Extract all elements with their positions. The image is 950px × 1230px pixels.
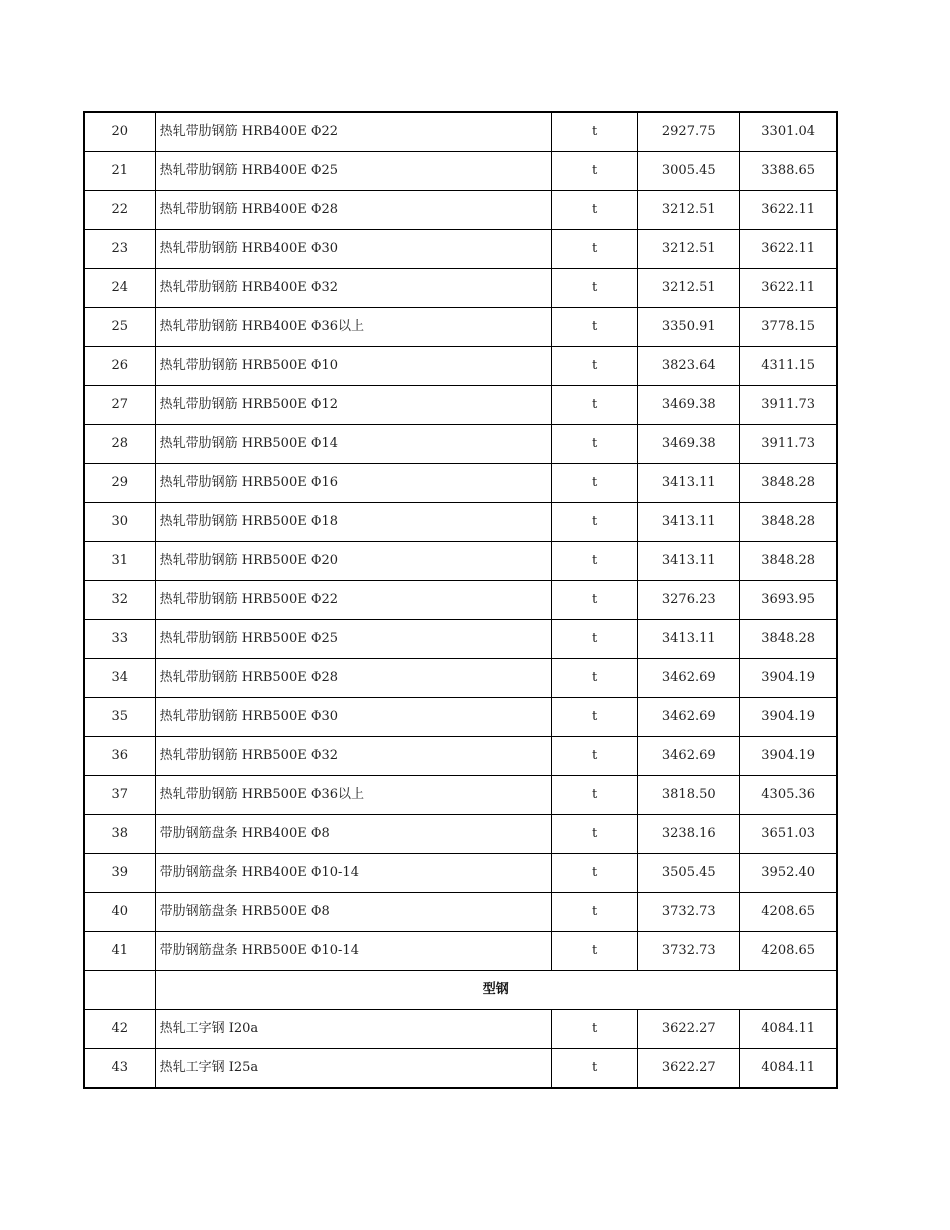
price-incl-tax-cell: 3904.19 bbox=[740, 737, 837, 776]
material-name-cell: 带肋钢筋盘条 HRB400E Φ10-14 bbox=[155, 854, 552, 893]
material-name-cell: 热轧带肋钢筋 HRB500E Φ20 bbox=[155, 542, 552, 581]
material-name-cell: 热轧带肋钢筋 HRB400E Φ32 bbox=[155, 269, 552, 308]
price-incl-tax-cell: 3651.03 bbox=[740, 815, 837, 854]
table-row bbox=[84, 152, 837, 191]
table-row bbox=[84, 893, 837, 932]
row-number-cell: 38 bbox=[84, 815, 155, 854]
unit-cell: t bbox=[552, 191, 638, 230]
price-incl-tax-cell: 3911.73 bbox=[740, 386, 837, 425]
price-excl-tax-cell: 3413.11 bbox=[638, 464, 740, 503]
unit-cell: t bbox=[552, 776, 638, 815]
price-excl-tax-cell: 3622.27 bbox=[638, 1010, 740, 1049]
table-row bbox=[84, 464, 837, 503]
price-incl-tax-cell: 3848.28 bbox=[740, 620, 837, 659]
price-incl-tax-cell: 3904.19 bbox=[740, 659, 837, 698]
material-name-cell: 热轧带肋钢筋 HRB500E Φ10 bbox=[155, 347, 552, 386]
material-name-cell: 热轧带肋钢筋 HRB500E Φ18 bbox=[155, 503, 552, 542]
material-name-cell: 热轧带肋钢筋 HRB500E Φ36以上 bbox=[155, 776, 552, 815]
price-incl-tax-cell: 3911.73 bbox=[740, 425, 837, 464]
material-name-cell: 热轧带肋钢筋 HRB500E Φ12 bbox=[155, 386, 552, 425]
table-row bbox=[84, 932, 837, 971]
row-number-cell: 32 bbox=[84, 581, 155, 620]
price-incl-tax-cell: 4084.11 bbox=[740, 1010, 837, 1049]
price-incl-tax-cell: 4208.65 bbox=[740, 893, 837, 932]
row-number-cell: 20 bbox=[84, 112, 155, 152]
price-excl-tax-cell: 3212.51 bbox=[638, 269, 740, 308]
row-number-cell: 40 bbox=[84, 893, 155, 932]
unit-cell: t bbox=[552, 347, 638, 386]
price-incl-tax-cell: 4084.11 bbox=[740, 1049, 837, 1089]
table-row bbox=[84, 659, 837, 698]
table-row bbox=[84, 776, 837, 815]
price-incl-tax-cell: 3622.11 bbox=[740, 191, 837, 230]
table-row bbox=[84, 737, 837, 776]
price-excl-tax-cell: 3462.69 bbox=[638, 698, 740, 737]
row-number-cell: 22 bbox=[84, 191, 155, 230]
price-excl-tax-cell: 3732.73 bbox=[638, 932, 740, 971]
price-excl-tax-cell: 3469.38 bbox=[638, 386, 740, 425]
table-row bbox=[84, 386, 837, 425]
price-excl-tax-cell: 3413.11 bbox=[638, 620, 740, 659]
material-name-cell: 热轧带肋钢筋 HRB500E Φ14 bbox=[155, 425, 552, 464]
row-number-cell: 42 bbox=[84, 1010, 155, 1049]
material-name-cell: 带肋钢筋盘条 HRB500E Φ10-14 bbox=[155, 932, 552, 971]
price-incl-tax-cell: 3778.15 bbox=[740, 308, 837, 347]
price-excl-tax-cell: 3212.51 bbox=[638, 230, 740, 269]
price-excl-tax-cell: 3350.91 bbox=[638, 308, 740, 347]
unit-cell: t bbox=[552, 386, 638, 425]
row-number-cell: 28 bbox=[84, 425, 155, 464]
price-excl-tax-cell: 2927.75 bbox=[638, 112, 740, 152]
price-incl-tax-cell: 3904.19 bbox=[740, 698, 837, 737]
unit-cell: t bbox=[552, 815, 638, 854]
price-incl-tax-cell: 3848.28 bbox=[740, 464, 837, 503]
table-row bbox=[84, 347, 837, 386]
material-name-cell: 热轧带肋钢筋 HRB400E Φ25 bbox=[155, 152, 552, 191]
price-excl-tax-cell: 3823.64 bbox=[638, 347, 740, 386]
section-row bbox=[84, 971, 837, 1010]
material-name-cell: 热轧带肋钢筋 HRB400E Φ22 bbox=[155, 112, 552, 152]
unit-cell: t bbox=[552, 542, 638, 581]
row-number-cell: 36 bbox=[84, 737, 155, 776]
section-header bbox=[84, 971, 837, 1010]
price-excl-tax-cell: 3413.11 bbox=[638, 503, 740, 542]
price-excl-tax-cell: 3462.69 bbox=[638, 737, 740, 776]
row-number-cell: 35 bbox=[84, 698, 155, 737]
section-steel-rows bbox=[84, 1010, 837, 1089]
table-row bbox=[84, 230, 837, 269]
price-incl-tax-cell: 3622.11 bbox=[740, 269, 837, 308]
row-number-cell: 29 bbox=[84, 464, 155, 503]
price-excl-tax-cell: 3238.16 bbox=[638, 815, 740, 854]
table-row bbox=[84, 698, 837, 737]
table-row bbox=[84, 191, 837, 230]
table-row bbox=[84, 620, 837, 659]
price-incl-tax-cell: 3388.65 bbox=[740, 152, 837, 191]
table-row bbox=[84, 112, 837, 152]
material-name-cell: 热轧带肋钢筋 HRB400E Φ28 bbox=[155, 191, 552, 230]
price-excl-tax-cell: 3276.23 bbox=[638, 581, 740, 620]
row-number-cell: 34 bbox=[84, 659, 155, 698]
table-row bbox=[84, 542, 837, 581]
unit-cell: t bbox=[552, 659, 638, 698]
row-number-cell: 43 bbox=[84, 1049, 155, 1089]
unit-cell: t bbox=[552, 503, 638, 542]
price-excl-tax-cell: 3818.50 bbox=[638, 776, 740, 815]
row-number-cell: 21 bbox=[84, 152, 155, 191]
price-incl-tax-cell: 4208.65 bbox=[740, 932, 837, 971]
unit-cell: t bbox=[552, 1049, 638, 1089]
price-incl-tax-cell: 3848.28 bbox=[740, 542, 837, 581]
unit-cell: t bbox=[552, 581, 638, 620]
unit-cell: t bbox=[552, 425, 638, 464]
table-row bbox=[84, 425, 837, 464]
price-incl-tax-cell: 4311.15 bbox=[740, 347, 837, 386]
price-excl-tax-cell: 3462.69 bbox=[638, 659, 740, 698]
material-name-cell: 热轧带肋钢筋 HRB500E Φ30 bbox=[155, 698, 552, 737]
unit-cell: t bbox=[552, 932, 638, 971]
unit-cell: t bbox=[552, 620, 638, 659]
row-number-cell: 26 bbox=[84, 347, 155, 386]
unit-cell: t bbox=[552, 308, 638, 347]
table-row bbox=[84, 269, 837, 308]
row-number-cell: 33 bbox=[84, 620, 155, 659]
table-row bbox=[84, 503, 837, 542]
price-excl-tax-cell: 3005.45 bbox=[638, 152, 740, 191]
row-number-cell: 24 bbox=[84, 269, 155, 308]
price-incl-tax-cell: 3622.11 bbox=[740, 230, 837, 269]
row-number-cell: 41 bbox=[84, 932, 155, 971]
material-name-cell: 热轧带肋钢筋 HRB500E Φ25 bbox=[155, 620, 552, 659]
unit-cell: t bbox=[552, 230, 638, 269]
material-name-cell: 带肋钢筋盘条 HRB500E Φ8 bbox=[155, 893, 552, 932]
price-incl-tax-cell: 3848.28 bbox=[740, 503, 837, 542]
price-excl-tax-cell: 3732.73 bbox=[638, 893, 740, 932]
section-title: 型钢 bbox=[155, 971, 837, 1010]
price-excl-tax-cell: 3505.45 bbox=[638, 854, 740, 893]
material-name-cell: 带肋钢筋盘条 HRB400E Φ8 bbox=[155, 815, 552, 854]
row-number-cell: 31 bbox=[84, 542, 155, 581]
unit-cell: t bbox=[552, 1010, 638, 1049]
price-incl-tax-cell: 3952.40 bbox=[740, 854, 837, 893]
unit-cell: t bbox=[552, 698, 638, 737]
material-name-cell: 热轧工字钢 I25a bbox=[155, 1049, 552, 1089]
row-number-cell: 27 bbox=[84, 386, 155, 425]
material-name-cell: 热轧带肋钢筋 HRB400E Φ36以上 bbox=[155, 308, 552, 347]
unit-cell: t bbox=[552, 464, 638, 503]
rebar-rows bbox=[84, 112, 837, 971]
price-excl-tax-cell: 3413.11 bbox=[638, 542, 740, 581]
row-number-cell: 39 bbox=[84, 854, 155, 893]
row-number-cell: 37 bbox=[84, 776, 155, 815]
row-number-cell: 23 bbox=[84, 230, 155, 269]
table-row bbox=[84, 308, 837, 347]
table-row bbox=[84, 1049, 837, 1089]
material-name-cell: 热轧带肋钢筋 HRB500E Φ22 bbox=[155, 581, 552, 620]
price-incl-tax-cell: 3301.04 bbox=[740, 112, 837, 152]
material-name-cell: 热轧工字钢 I20a bbox=[155, 1010, 552, 1049]
price-incl-tax-cell: 3693.95 bbox=[740, 581, 837, 620]
price-excl-tax-cell: 3212.51 bbox=[638, 191, 740, 230]
material-name-cell: 热轧带肋钢筋 HRB400E Φ30 bbox=[155, 230, 552, 269]
table-row bbox=[84, 1010, 837, 1049]
row-number-cell: 30 bbox=[84, 503, 155, 542]
price-excl-tax-cell: 3469.38 bbox=[638, 425, 740, 464]
unit-cell: t bbox=[552, 152, 638, 191]
table-row bbox=[84, 581, 837, 620]
price-incl-tax-cell: 4305.36 bbox=[740, 776, 837, 815]
table-row bbox=[84, 854, 837, 893]
material-name-cell: 热轧带肋钢筋 HRB500E Φ32 bbox=[155, 737, 552, 776]
material-name-cell: 热轧带肋钢筋 HRB500E Φ28 bbox=[155, 659, 552, 698]
material-price-table bbox=[83, 111, 838, 1089]
material-name-cell: 热轧带肋钢筋 HRB500E Φ16 bbox=[155, 464, 552, 503]
unit-cell: t bbox=[552, 112, 638, 152]
unit-cell: t bbox=[552, 893, 638, 932]
price-excl-tax-cell: 3622.27 bbox=[638, 1049, 740, 1089]
unit-cell: t bbox=[552, 737, 638, 776]
table-row bbox=[84, 815, 837, 854]
row-number-cell: 25 bbox=[84, 308, 155, 347]
unit-cell: t bbox=[552, 854, 638, 893]
unit-cell: t bbox=[552, 269, 638, 308]
section-number-cell bbox=[84, 971, 155, 1010]
